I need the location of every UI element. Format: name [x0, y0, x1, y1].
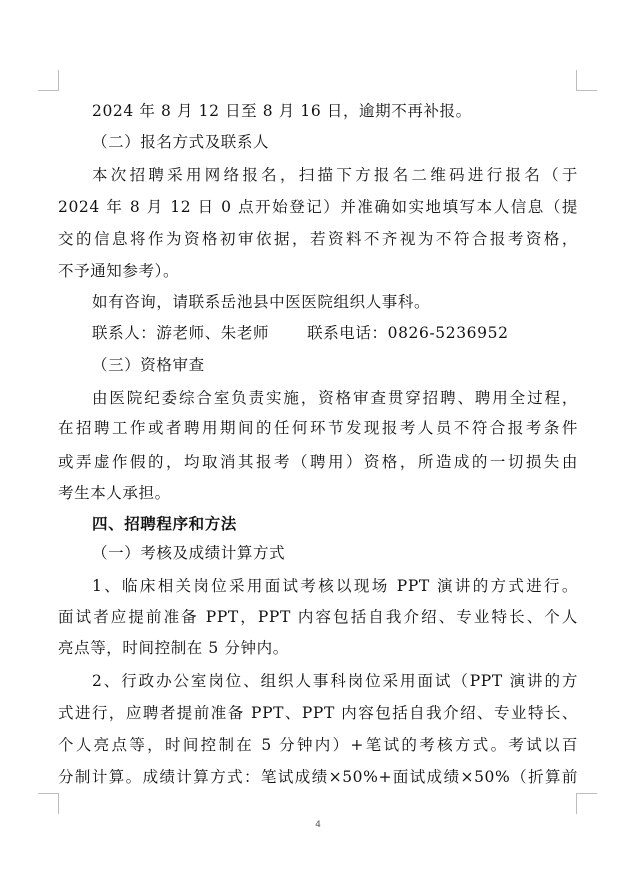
section-heading: （一）考核及成绩计算方式 [92, 544, 286, 562]
crop-mark-top-right [576, 70, 597, 91]
contact-line [92, 323, 578, 343]
paragraph-line: 交的信息将作为资格初审依据，若资料不齐视为不符合报考资格， [58, 230, 578, 248]
paragraph-line: 考生本人承担。 [58, 484, 171, 502]
paragraph-line: 或弄虚作假的，均取消其报考（聘用）资格，所造成的一切损失由 [58, 453, 578, 471]
paragraph-line: 2024 年 8 月 12 日 0 点开始登记）并准确如实地填写本人信息（提 [58, 198, 578, 216]
contact-persons: 联系人：游老师、朱老师 [92, 324, 270, 342]
paragraph-line: 如有咨询，请联系岳池县中医医院组织人事科。 [92, 293, 431, 311]
paragraph-line: 1、临床相关岗位采用面试考核以现场 PPT 演讲的方式进行。 [92, 577, 578, 595]
paragraph-line: 不予通知参考）。 [58, 262, 180, 280]
paragraph-line: 在招聘工作或者聘用期间的任何环节发现报考人员不符合报考条件 [58, 419, 578, 437]
section-heading: （二）报名方式及联系人 [92, 133, 270, 151]
paragraph-line: 亮点等，时间控制在 5 分钟内。 [58, 639, 289, 657]
page-number: 4 [315, 820, 321, 830]
crop-mark-top-left [38, 70, 59, 91]
section-heading: （三）资格审查 [92, 356, 205, 374]
paragraph-line: 2024 年 8 月 12 日至 8 月 16 日，逾期不再补报。 [92, 102, 472, 120]
paragraph-line: 本次招聘采用网络报名，扫描下方报名二维码进行报名（于 [92, 166, 578, 184]
paragraph-line: 2、行政办公室岗位、组织人事科岗位采用面试（PPT 演讲的方 [92, 672, 578, 690]
crop-mark-bottom-left [38, 793, 59, 814]
contact-phone: 联系电话：0826-5236952 [307, 324, 509, 342]
paragraph-line: 分制计算。成绩计算方式：笔试成绩×50%+面试成绩×50%（折算前 [58, 768, 578, 786]
paragraph-line: 由医院纪委综合室负责实施，资格审查贯穿招聘、聘用全过程， [92, 389, 578, 407]
paragraph-line: 个人亮点等，时间控制在 5 分钟内）+笔试的考核方式。考试以百 [58, 736, 578, 754]
chapter-heading: 四、招聘程序和方法 [92, 514, 237, 533]
crop-mark-bottom-right [576, 793, 597, 814]
paragraph-line: 式进行，应聘者提前准备 PPT、PPT 内容包括自我介绍、专业特长、 [58, 704, 578, 722]
paragraph-line: 面试者应提前准备 PPT，PPT 内容包括自我介绍、专业特长、个人 [58, 608, 578, 626]
